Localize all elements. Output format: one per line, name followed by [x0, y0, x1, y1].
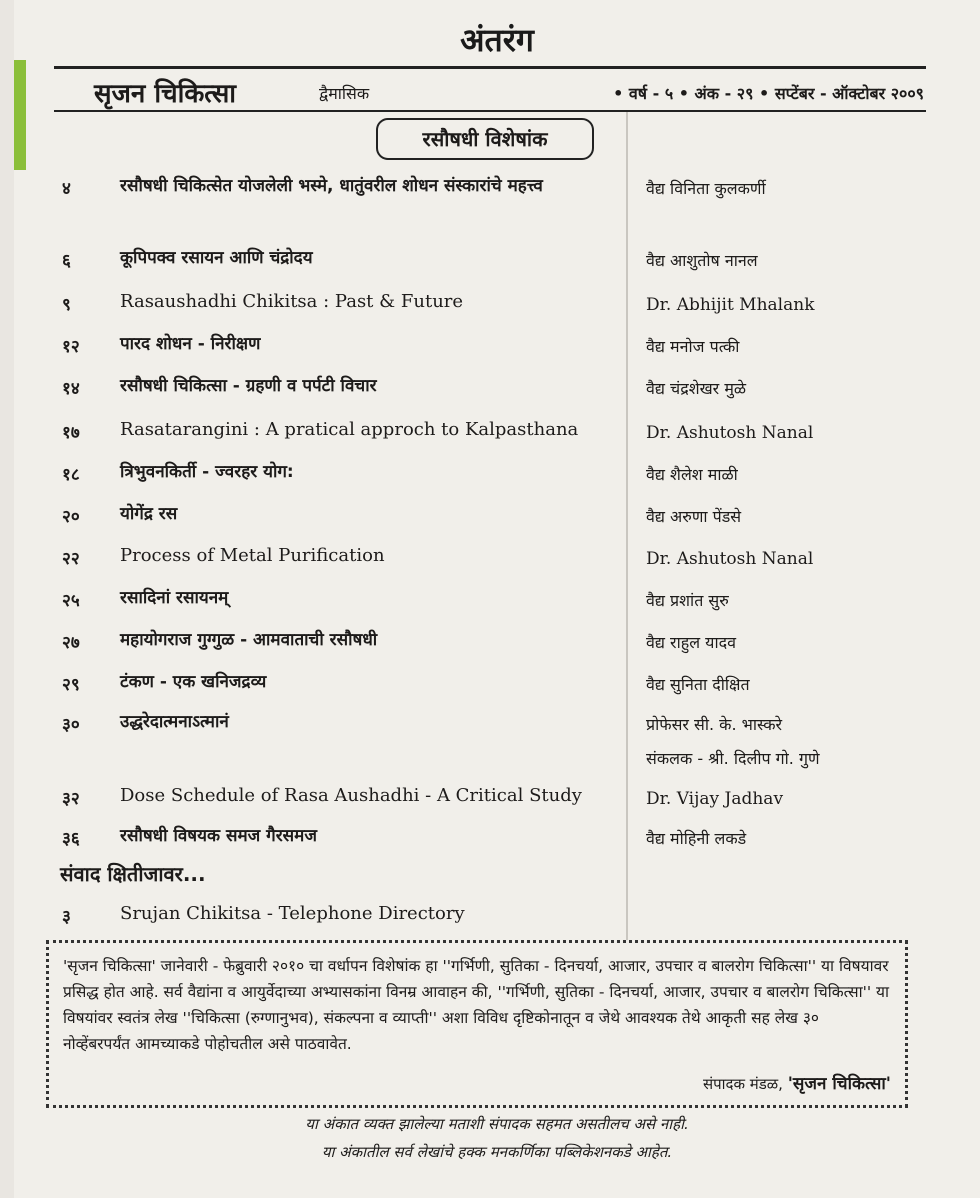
toc-title: उद्धरेदात्मनाऽत्मानं	[120, 712, 229, 732]
special-issue-badge: रसौषधी विशेषांक	[376, 118, 594, 160]
notice-text: 'सृजन चिकित्सा' जानेवारी - फेब्रुवारी २०१० चा वर्धापन विशेषांक हा ''गर्भिणी, सुतिका - दिनचर्या, आजार, उपचार व बालरोग चिकित्सा'' या विषयावर प्रसिद्ध होत आहे. सर्व वैद्यांना व आयुर्वेदाच्या अभ्यासकांना विनम्र आवाहन की, ''गर्भिणी, सुतिका - दिनचर्या, आजार, उपचार व बालरोग चिकित्सा'' या विषयांवर स्वतंत्र लेख ''चिकित्सा (रुग्णानुभव), संकल्पना व व्याप्ती'' अशा विविध दृष्टिकोनातून व जेथे आवश्यक तेथे आकृती सह लेख ३० नोव्हेंबरपर्यंत आमच्याकडे पोहोचतील असे पाठवावेत.	[63, 957, 890, 1053]
toc-author: Dr. Abhijit Mhalank	[646, 295, 815, 315]
page-title: अंतरंग	[460, 21, 534, 59]
toc-title: रसौषधी चिकित्सा - ग्रहणी व पर्पटी विचार	[120, 376, 377, 396]
toc-author: वैद्य मोहिनी लकडे	[646, 829, 747, 848]
masthead	[94, 74, 924, 109]
toc-title: Process of Metal Purification	[120, 545, 385, 566]
toc-page-number: ३२	[62, 789, 80, 809]
issue-info: • वर्ष - ५ • अंक - २९ • सप्टेंबर - ऑक्टोबर २००९	[613, 84, 924, 103]
magazine-name: सृजन चिकित्सा	[94, 79, 237, 109]
toc-title: रसौषधी चिकित्सेत योजलेली भस्मे, धातुंवरील शोधन संस्कारांचे महत्त्व	[120, 176, 543, 196]
toc-author: वैद्य आशुतोष नानल	[646, 251, 758, 270]
toc-page-number: ४	[62, 179, 71, 199]
toc-title: योगेंद्र रस	[120, 504, 178, 524]
toc-page-number: २७	[62, 633, 80, 653]
toc-title: रसादिनां रसायनम्	[120, 588, 229, 608]
toc-page-number: २९	[62, 675, 80, 695]
masthead-rule	[54, 110, 926, 112]
top-rule	[54, 66, 926, 69]
toc-page-number: १७	[62, 423, 80, 443]
magazine-frequency: द्वैमासिक	[319, 84, 370, 103]
toc-author: वैद्य मनोज पत्की	[646, 337, 740, 356]
toc-page-number: ३०	[62, 715, 80, 735]
toc-page-number: २५	[62, 591, 80, 611]
disclaimer-line-1: या अंकात व्यक्त झालेल्या मताशी संपादक सहमत असतीलच असे नाही.	[305, 1115, 689, 1133]
toc-author: वैद्य चंद्रशेखर मुळे	[646, 379, 747, 398]
magazine-page	[14, 0, 980, 1198]
signature-name: 'सृजन चिकित्सा'	[787, 1074, 891, 1094]
toc-title: Rasatarangini : A pratical approch to Kalpasthana	[120, 419, 579, 440]
toc-title: Dose Schedule of Rasa Aushadhi - A Critical Study	[120, 785, 582, 806]
toc-author: Dr. Ashutosh Nanal	[646, 549, 814, 569]
toc-page-number: ६	[62, 251, 71, 271]
toc-page-number: १८	[62, 465, 80, 485]
signature-prefix: संपादक मंडळ,	[702, 1075, 783, 1093]
toc-page-number: ९	[62, 295, 71, 315]
toc-page-number: २२	[62, 549, 80, 569]
disclaimer-line-2: या अंकातील सर्व लेखांचे हक्क मनकर्णिका पब्लिकेशनकडे आहेत.	[321, 1143, 673, 1161]
toc-compiler: संकलक - श्री. दिलीप गो. गुणे	[646, 749, 820, 768]
toc-author: Dr. Ashutosh Nanal	[646, 423, 814, 443]
toc-author: वैद्य राहुल यादव	[646, 633, 736, 652]
toc-title: महायोगराज गुग्गुळ - आमवाताची रसौषधी	[120, 630, 378, 650]
toc-title: पारद शोधन - निरीक्षण	[120, 334, 261, 354]
toc-author: प्रोफेसर सी. के. भास्करे	[646, 715, 783, 734]
page-edge-strip	[14, 60, 26, 170]
toc-title: कूपिपक्व रसायन आणि चंद्रोदय	[120, 248, 313, 268]
toc-author: वैद्य अरुणा पेंडसे	[646, 507, 742, 526]
section-title: Srujan Chikitsa - Telephone Directory	[120, 903, 465, 924]
toc-title: रसौषधी विषयक समज गैरसमज	[120, 826, 317, 846]
notice-signature	[703, 1071, 891, 1097]
toc-title: Rasaushadhi Chikitsa : Past & Future	[120, 291, 464, 312]
toc-title: टंकण - एक खनिजद्रव्य	[120, 672, 267, 692]
toc-page-number: ३६	[62, 829, 80, 849]
toc-page-number: १४	[62, 379, 80, 399]
toc-author: Dr. Vijay Jadhav	[646, 789, 784, 809]
notice-box	[46, 940, 908, 1108]
toc-author: वैद्य सुनिता दीक्षित	[646, 675, 750, 694]
toc-author: वैद्य विनिता कुलकर्णी	[646, 179, 766, 198]
toc-author: वैद्य प्रशांत सुरु	[646, 591, 729, 610]
toc-author: वैद्य शैलेश माळी	[646, 465, 738, 484]
column-divider	[626, 112, 628, 940]
section-heading: संवाद क्षितीजावर...	[60, 862, 206, 886]
toc-page-number: २०	[62, 507, 80, 527]
section-page-number: ३	[62, 907, 71, 927]
toc-page-number: १२	[62, 337, 80, 357]
toc-title: त्रिभुवनकिर्ती - ज्वरहर योग:	[120, 462, 294, 482]
